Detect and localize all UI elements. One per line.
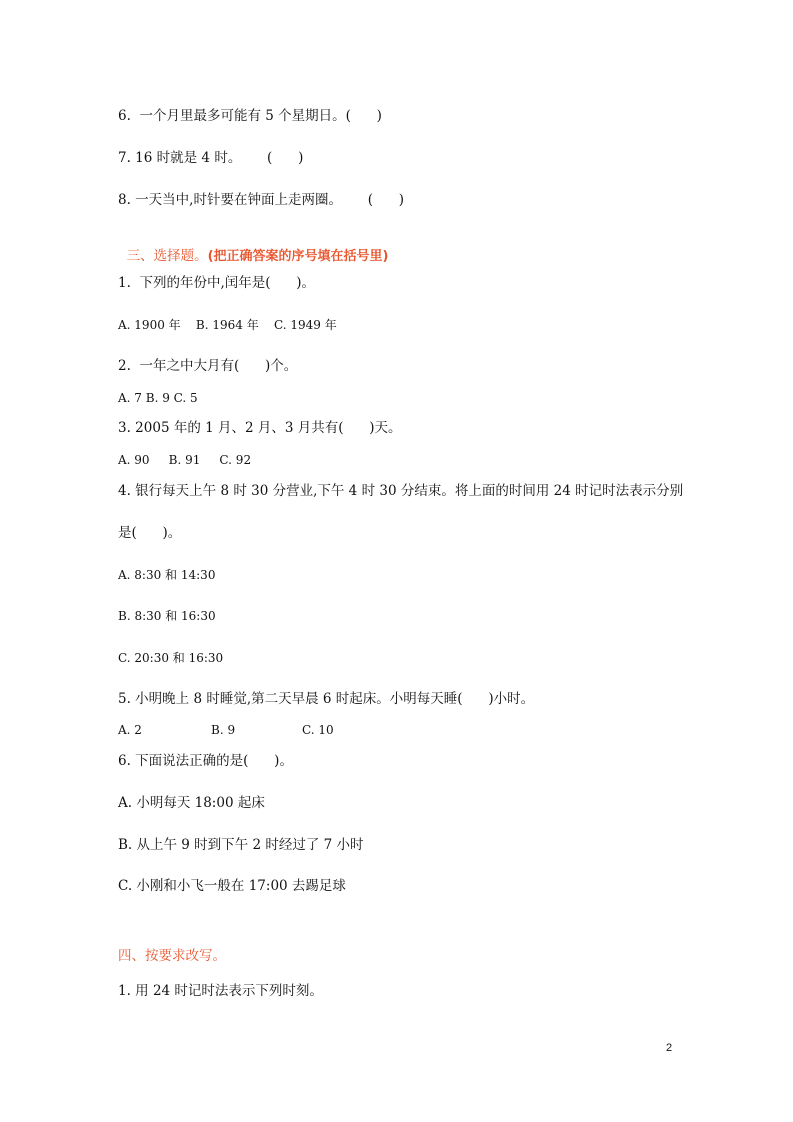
judge-question-8: 8. 一天当中,时针要在钟面上走两圈。 ( ) <box>118 192 404 208</box>
choice-question-6-option-c: C. 小刚和小飞一般在 17:00 去踢足球 <box>118 878 346 894</box>
section-3-title-prefix: 三、选择题。 <box>126 247 208 264</box>
choice-question-4-stem-line-2: 是( )。 <box>118 525 182 541</box>
choice-question-6-stem: 6. 下面说法正确的是( )。 <box>118 753 293 769</box>
judge-question-6: 6. 一个月里最多可能有 5 个星期日。( ) <box>118 108 382 124</box>
choice-question-4-option-a: A. 8:30 和 14:30 <box>118 568 216 582</box>
choice-question-5-option-b: B. 9 <box>211 723 236 737</box>
section-4-heading: 四、按要求改写。 <box>118 948 226 964</box>
choice-question-6-option-a: A. 小明每天 18:00 起床 <box>118 795 265 811</box>
section-3-heading <box>118 236 388 263</box>
choice-question-4-option-b: B. 8:30 和 16:30 <box>118 609 216 623</box>
choice-question-1-options: A. 1900 年 B. 1964 年 C. 1949 年 <box>118 318 337 332</box>
choice-question-5-stem: 5. 小明晚上 8 时睡觉,第二天早晨 6 时起床。小明每天睡( )小时。 <box>118 691 535 707</box>
choice-question-1-stem: 1. 下列的年份中,闰年是( )。 <box>118 275 316 291</box>
choice-question-2-stem: 2. 一年之中大月有( )个。 <box>118 358 298 374</box>
choice-question-3-options: A. 90 B. 91 C. 92 <box>118 453 252 467</box>
choice-question-5-option-c: C. 10 <box>302 723 334 737</box>
choice-question-4-option-c: C. 20:30 和 16:30 <box>118 651 224 665</box>
judge-question-7: 7. 16 时就是 4 时。 ( ) <box>118 150 304 166</box>
choice-question-5-option-a: A. 2 <box>118 723 142 737</box>
page-number: 2 <box>666 1042 673 1054</box>
choice-question-4-stem-line-1: 4. 银行每天上午 8 时 30 分营业,下午 4 时 30 分结束。将上面的时间用 24 时记时法表示分别 <box>118 483 684 499</box>
choice-question-6-option-b: B. 从上午 9 时到下午 2 时经过了 7 小时 <box>118 837 364 853</box>
choice-question-2-options: A. 7 B. 9 C. 5 <box>118 391 198 405</box>
rewrite-question-1: 1. 用 24 时记时法表示下列时刻。 <box>118 983 323 999</box>
section-3-title-rest: (把正确答案的序号填在括号里) <box>207 248 389 264</box>
choice-question-3-stem: 3. 2005 年的 1 月、2 月、3 月共有( )天。 <box>118 420 402 436</box>
